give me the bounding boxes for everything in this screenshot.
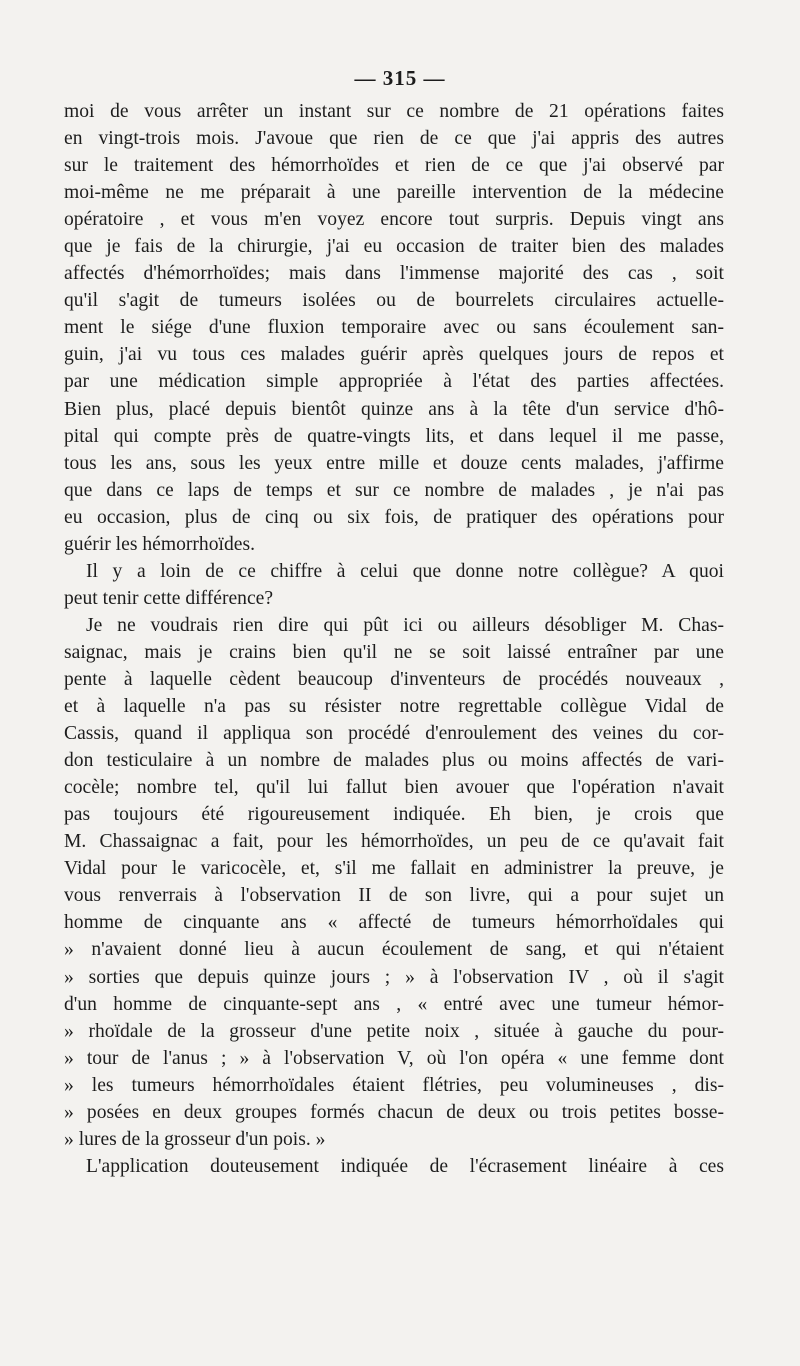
text-line: L'application douteusement indiquée de l'écrasement linéaire à ces bbox=[86, 1155, 724, 1177]
text-line: affectés d'hémorrhoïdes; mais dans l'immense majorité des cas , soit bbox=[64, 263, 724, 285]
body-text bbox=[64, 98, 724, 1180]
text-line: » tour de l'anus ; » à l'observation V, où l'on opéra « une femme dont bbox=[64, 1047, 724, 1069]
text-line: guin, j'ai vu tous ces malades guérir après quelques jours de repos et bbox=[64, 344, 724, 366]
text-line: moi de vous arrêter un instant sur ce nombre de 21 opérations faites bbox=[64, 101, 724, 122]
text-line: guérir les hémorrhoïdes. bbox=[64, 533, 255, 555]
text-line: opératoire , et vous m'en voyez encore tout surpris. Depuis vingt ans bbox=[64, 209, 724, 231]
text-line: don testiculaire à un nombre de malades plus ou moins affectés de vari- bbox=[64, 750, 724, 772]
text-line: que je fais de la chirurgie, j'ai eu occasion de traiter bien des malades bbox=[64, 236, 724, 258]
text-line: Cassis, quand il appliqua son procédé d'enroulement des veines du cor- bbox=[64, 723, 724, 745]
text-line: Il y a loin de ce chiffre à celui que donne notre collègue? A quoi bbox=[86, 560, 724, 582]
text-line: pente à laquelle cèdent beaucoup d'inventeurs de procédés nouveaux , bbox=[64, 668, 724, 690]
text-line: cocèle; nombre tel, qu'il lui fallut bien avouer que l'opération n'avait bbox=[64, 777, 724, 799]
text-line: homme de cinquante ans « affecté de tumeurs hémorrhoïdales qui bbox=[64, 912, 724, 934]
text-line: Je ne voudrais rien dire qui pût ici ou ailleurs désobliger M. Chas- bbox=[86, 614, 724, 636]
page-number: — 315 — bbox=[354, 66, 446, 90]
text-line: que dans ce laps de temps et sur ce nombre de malades , je n'ai pas bbox=[64, 479, 724, 501]
text-line: » lures de la grosseur d'un pois. » bbox=[64, 1128, 326, 1150]
text-line: qu'il s'agit de tumeurs isolées ou de bourrelets circulaires actuelle- bbox=[64, 290, 724, 312]
text-line: » les tumeurs hémorrhoïdales étaient flétries, peu volumineuses , dis- bbox=[64, 1074, 724, 1096]
text-line: » posées en deux groupes formés chacun de deux ou trois petites bosse- bbox=[64, 1101, 724, 1123]
text-line: d'un homme de cinquante-sept ans , « entré avec une tumeur hémor- bbox=[64, 993, 724, 1015]
text-line: saignac, mais je crains bien qu'il ne se soit laissé entraîner par une bbox=[64, 641, 724, 663]
text-line: en vingt-trois mois. J'avoue que rien de ce que j'ai appris des autres bbox=[64, 128, 724, 150]
text-line: » sorties que depuis quinze jours ; » à l'observation IV , où il s'agit bbox=[64, 966, 724, 988]
text-line: peut tenir cette différence? bbox=[64, 587, 274, 609]
text-line: ment le siége d'une fluxion temporaire avec ou sans écoulement san- bbox=[64, 317, 724, 339]
text-line: et à laquelle n'a pas su résister notre regrettable collègue Vidal de bbox=[64, 696, 724, 718]
text-line: Vidal pour le varicocèle, et, s'il me fallait en administrer la preuve, je bbox=[64, 858, 724, 880]
text-line: Bien plus, placé depuis bientôt quinze ans à la tête d'un service d'hô- bbox=[64, 398, 724, 420]
text-line: pas toujours été rigoureusement indiquée. Eh bien, je crois que bbox=[64, 804, 724, 826]
text-line: moi-même ne me préparait à une pareille intervention de la médecine bbox=[64, 182, 724, 204]
text-line: vous renverrais à l'observation II de son livre, qui a pour sujet un bbox=[64, 885, 724, 907]
text-line: pital qui compte près de quatre-vingts lits, et dans lequel il me passe, bbox=[64, 425, 724, 447]
text-line: » rhoïdale de la grosseur d'une petite noix , située à gauche du pour- bbox=[64, 1020, 724, 1042]
text-line: » n'avaient donné lieu à aucun écoulement de sang, et qui n'étaient bbox=[64, 939, 724, 961]
text-line: par une médication simple appropriée à l'état des parties affectées. bbox=[64, 371, 724, 393]
text-line: tous les ans, sous les yeux entre mille et douze cents malades, j'affirme bbox=[64, 452, 724, 474]
text-line: sur le traitement des hémorrhoïdes et rien de ce que j'ai observé par bbox=[64, 155, 724, 177]
text-line: eu occasion, plus de cinq ou six fois, de pratiquer des opérations pour bbox=[64, 506, 724, 528]
text-line: M. Chassaignac a fait, pour les hémorrhoïdes, un peu de ce qu'avait fait bbox=[64, 831, 724, 853]
